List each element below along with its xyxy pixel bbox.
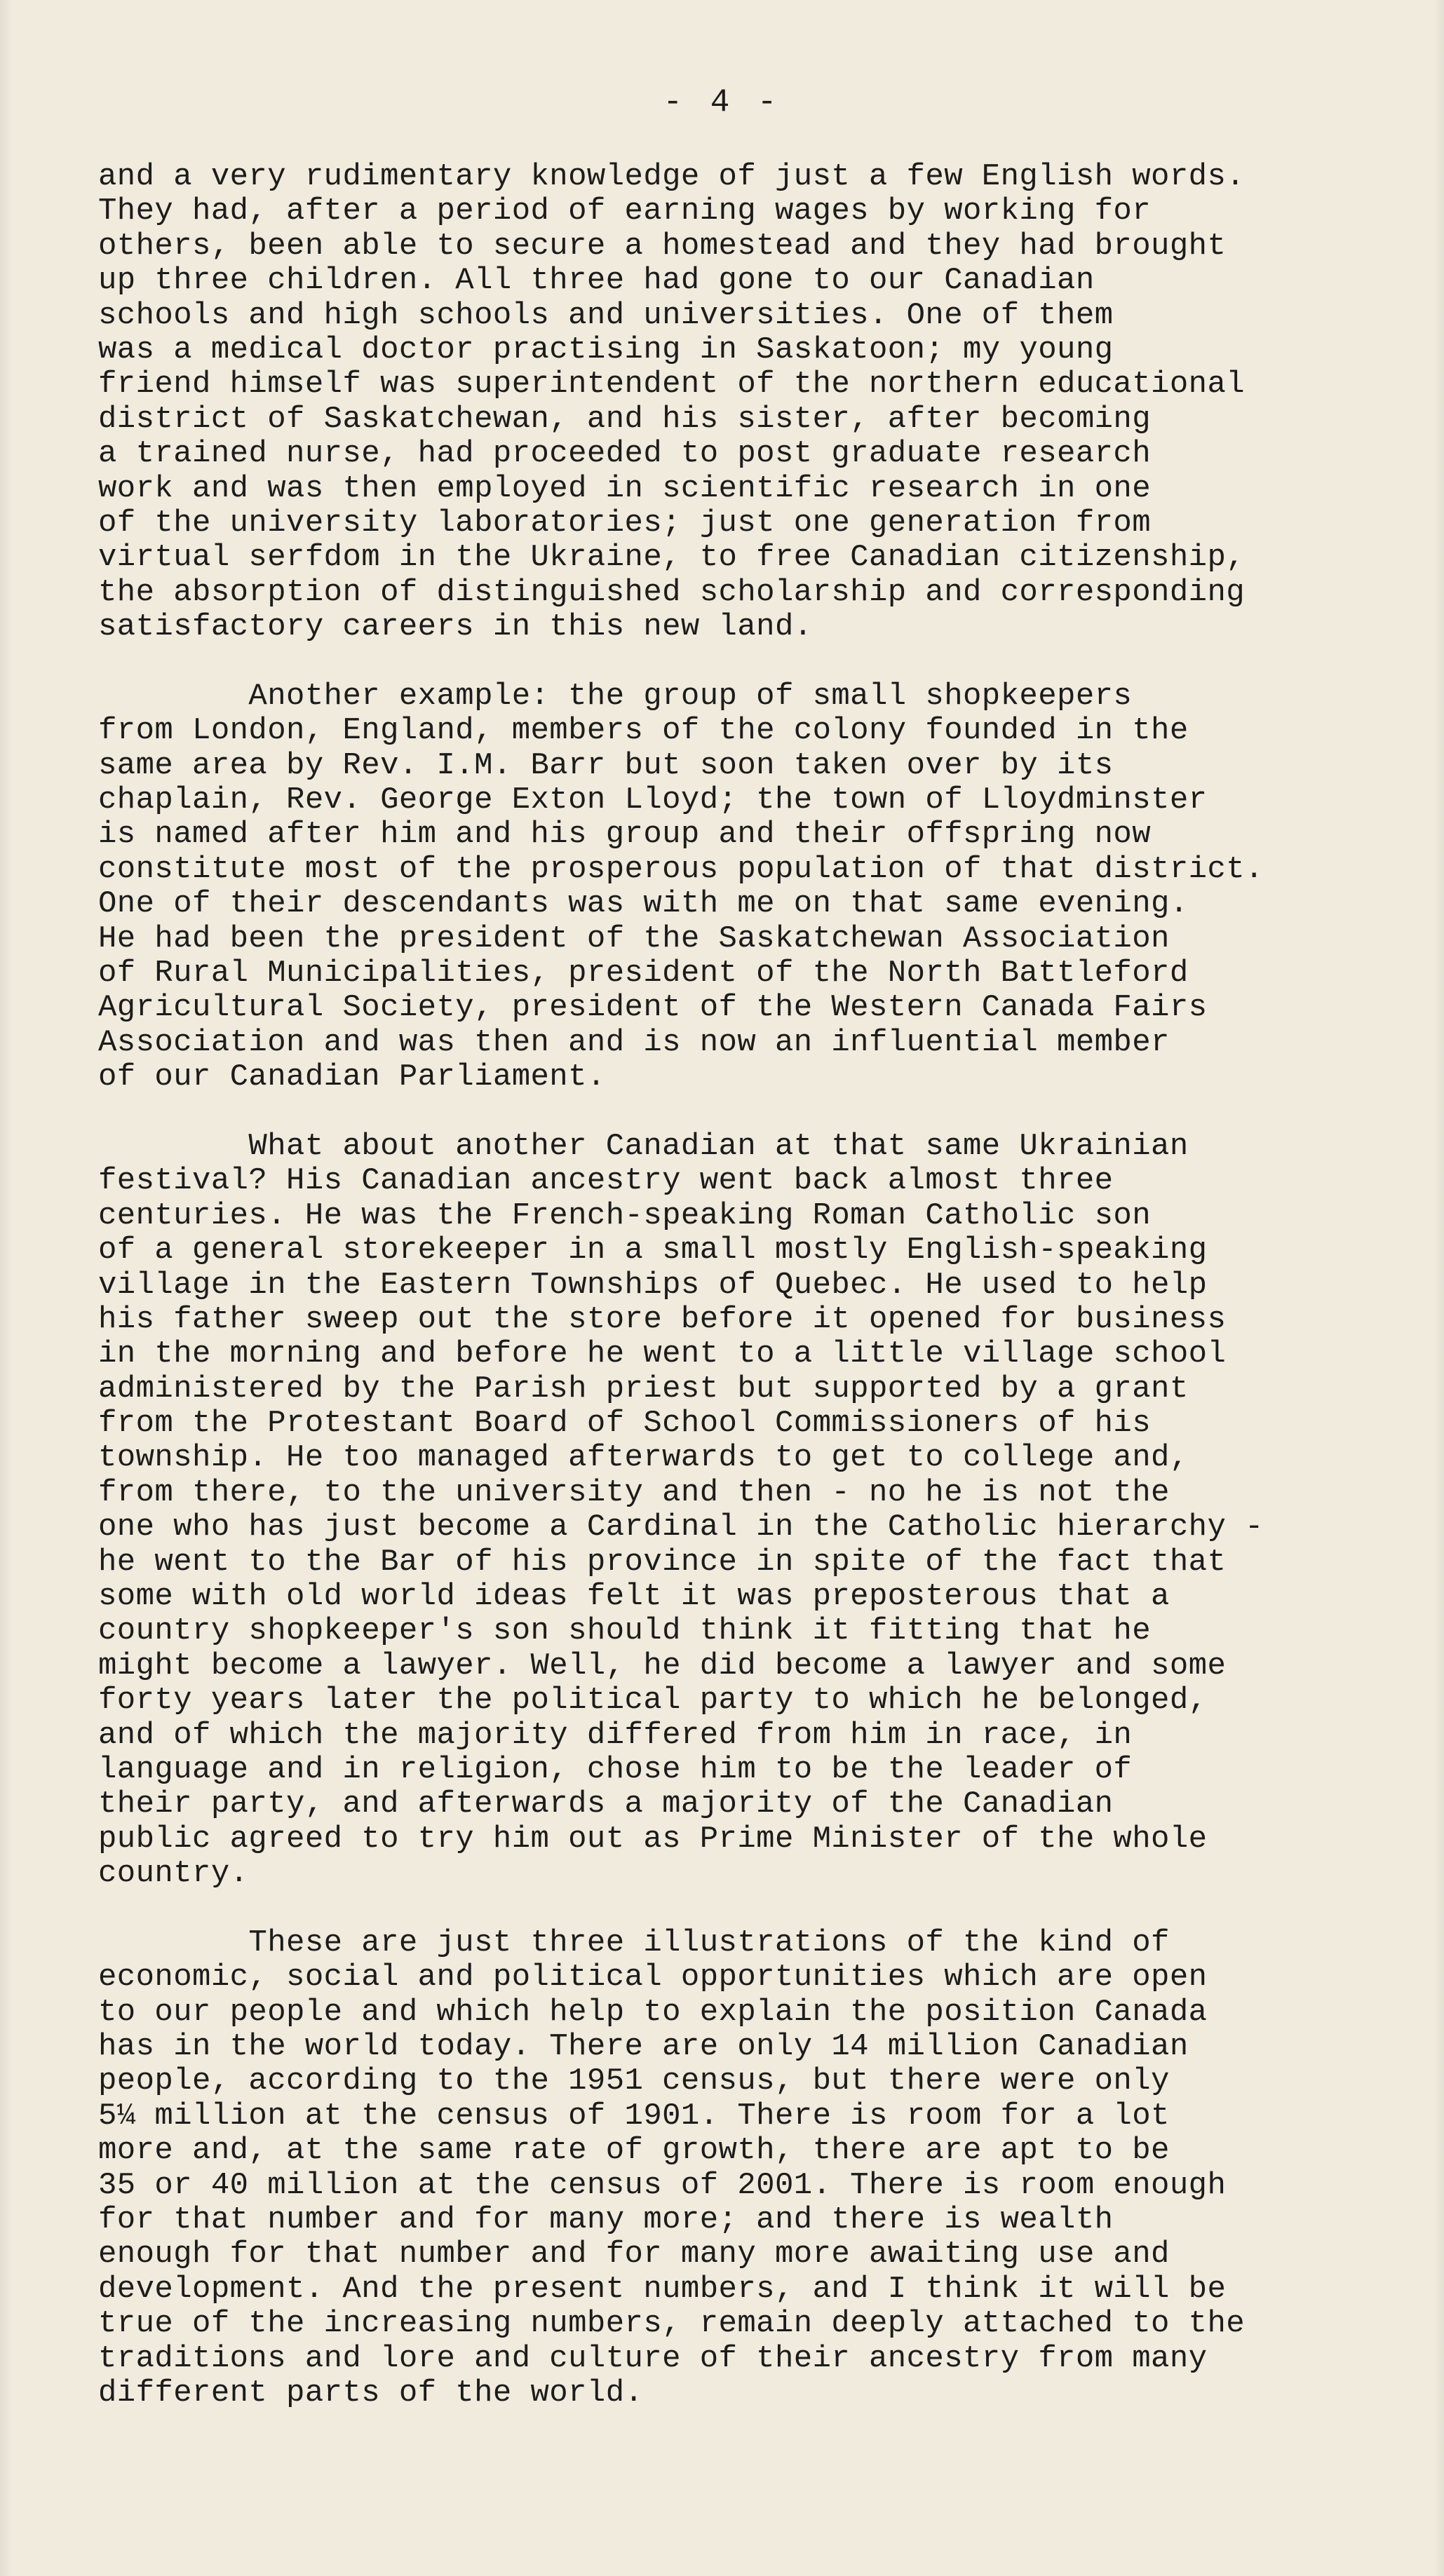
text-line: their party, and afterwards a majority of the Canadian: [98, 1787, 1114, 1822]
text-line: enough for that number and for many more awaiting use and: [98, 2237, 1170, 2272]
text-line: a trained nurse, had proceeded to post graduate research: [98, 436, 1152, 472]
text-line: his father sweep out the store before it opened for business: [98, 1301, 1227, 1337]
text-line: development. And the present numbers, and I think it will be: [98, 2271, 1227, 2307]
text-line: same area by Rev. I.M. Barr but soon taken over by its: [98, 747, 1114, 783]
paragraph: [98, 1130, 1417, 1892]
paragraph-gap: [98, 644, 1417, 679]
text-line: up three children. All three had gone to our Canadian: [98, 263, 1095, 299]
text-line: from the Protestant Board of School Commissioners of his: [98, 1406, 1152, 1442]
text-line: village in the Eastern Townships of Quebec. He used to help: [98, 1267, 1208, 1303]
text-line: country.: [98, 1856, 249, 1892]
text-line: people, according to the 1951 census, but there were only: [98, 2063, 1170, 2099]
text-line: constitute most of the prosperous population of that district.: [98, 851, 1264, 887]
text-line: Agricultural Society, president of the Western Canada Fairs: [98, 990, 1208, 1026]
text-line: district of Saskatchewan, and his sister, after becoming: [98, 401, 1152, 437]
text-line: administered by the Parish priest but supported by a grant: [98, 1371, 1189, 1406]
text-line: economic, social and political opportunities which are open: [98, 1960, 1208, 1995]
text-line: virtual serfdom in the Ukraine, to free Canadian citizenship,: [98, 540, 1246, 576]
text-line: true of the increasing numbers, remain deeply attached to the: [98, 2306, 1246, 2342]
text-line: work and was then employed in scientific research in one: [98, 470, 1152, 506]
text-line: the absorption of distinguished scholarship and corresponding: [98, 574, 1246, 610]
text-line: These are just three illustrations of the kind of: [98, 1925, 1170, 1960]
body-text: [98, 160, 1417, 2411]
paragraph-gap: [98, 1892, 1417, 1926]
text-line: One of their descendants was with me on that same evening.: [98, 886, 1189, 922]
text-line: schools and high schools and universities. One of them: [98, 297, 1114, 333]
text-line: of our Canadian Parliament.: [98, 1059, 606, 1095]
text-line: and of which the majority differed from him in race, in: [98, 1717, 1133, 1753]
text-line: might become a lawyer. Well, he did become a lawyer and some: [98, 1648, 1227, 1683]
paragraph: [98, 679, 1417, 1095]
text-line: They had, after a period of earning wages by working for: [98, 194, 1152, 229]
text-line: of a general storekeeper in a small mostly English-speaking: [98, 1233, 1208, 1268]
text-line: he went to the Bar of his province in spite of the fact that: [98, 1544, 1227, 1580]
text-line: and a very rudimentary knowledge of just a few English words.: [98, 159, 1246, 194]
text-line: is named after him and his group and their offspring now: [98, 817, 1152, 853]
text-line: centuries. He was the French-speaking Roman Catholic son: [98, 1198, 1152, 1233]
text-line: has in the world today. There are only 14 million Canadian: [98, 2029, 1189, 2065]
text-line: country shopkeeper's son should think it fitting that he: [98, 1613, 1152, 1649]
text-line: chaplain, Rev. George Exton Lloyd; the town of Lloydminster: [98, 782, 1208, 818]
text-line: of Rural Municipalities, president of the North Battleford: [98, 955, 1189, 991]
text-line: one who has just become a Cardinal in the Catholic hierarchy -: [98, 1510, 1264, 1545]
text-line: Association and was then and is now an influential member: [98, 1024, 1170, 1060]
text-line: others, been able to secure a homestead and they had brought: [98, 228, 1227, 264]
text-line: in the morning and before he went to a little village school: [98, 1336, 1227, 1372]
text-line: forty years later the political party to which he belonged,: [98, 1683, 1208, 1719]
paragraph: [98, 160, 1417, 644]
text-line: Another example: the group of small shopkeepers: [98, 678, 1133, 714]
text-line: language and in religion, chose him to be the leader of: [98, 1751, 1133, 1787]
text-line: for that number and for many more; and there is wealth: [98, 2202, 1114, 2238]
text-line: He had been the president of the Saskatchewan Association: [98, 921, 1170, 956]
paragraph-gap: [98, 1095, 1417, 1130]
text-line: was a medical doctor practising in Saskatoon; my young: [98, 332, 1114, 367]
text-line: public agreed to try him out as Prime Minister of the whole: [98, 1821, 1208, 1857]
text-line: some with old world ideas felt it was preposterous that a: [98, 1579, 1170, 1615]
page-number: - 4 -: [663, 84, 781, 121]
text-line: different parts of the world.: [98, 2375, 644, 2411]
text-line: traditions and lore and culture of their ancestry from many: [98, 2340, 1208, 2376]
text-line: more and, at the same rate of growth, there are apt to be: [98, 2133, 1170, 2169]
text-line: from there, to the university and then - no he is not the: [98, 1475, 1170, 1510]
paragraph: [98, 1926, 1417, 2411]
text-line: satisfactory careers in this new land.: [98, 609, 813, 645]
text-line: friend himself was superintendent of the northern educational: [98, 367, 1246, 402]
text-line: from London, England, members of the colony founded in the: [98, 713, 1189, 749]
text-line: of the university laboratories; just one generation from: [98, 505, 1152, 541]
text-line: What about another Canadian at that same Ukrainian: [98, 1128, 1189, 1164]
text-line: to our people and which help to explain the position Canada: [98, 1994, 1208, 2030]
text-line: 35 or 40 million at the census of 2001. There is room enough: [98, 2167, 1227, 2203]
text-line: 5¼ million at the census of 1901. There is room for a lot: [98, 2098, 1170, 2134]
text-line: township. He too managed afterwards to get to college and,: [98, 1440, 1189, 1476]
text-line: festival? His Canadian ancestry went back almost three: [98, 1163, 1114, 1199]
